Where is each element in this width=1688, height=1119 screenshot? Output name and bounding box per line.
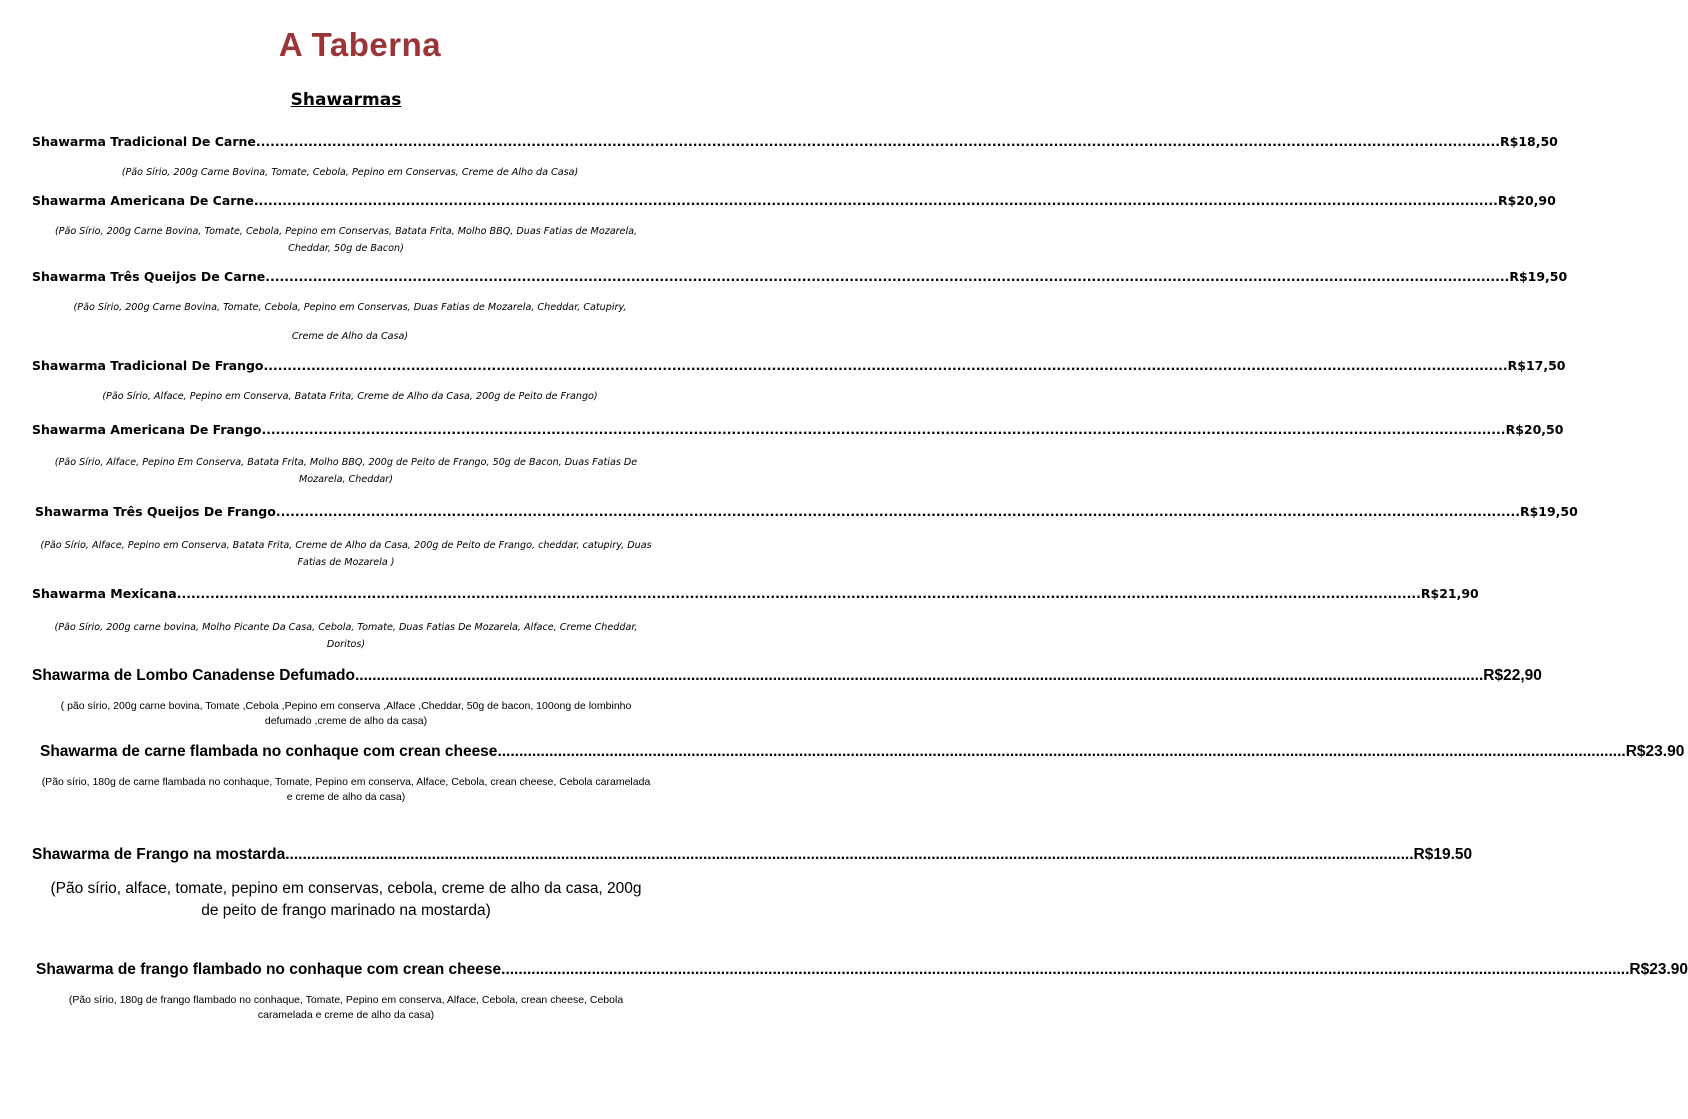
dot-leader: ...................................................................................................................................................................................................................................................................... [261,422,1506,437]
item-name: Shawarma Tradicional De Carne [32,134,256,149]
item-name: Shawarma Tradicional De Frango [32,358,264,373]
item-description: (Pão Sírio, Alface, Pepino em Conserva, Batata Frita, Creme de Alho da Casa, 200g de Peito de Frango, cheddar, catupiry, Duas Fatias de Mozarela ) [40,540,652,568]
item-price: R$21,90 [1420,586,1479,601]
dot-leader: ...................................................................................................................................................................................................................................................................... [497,743,1626,760]
item-price: R$19.50 [1413,846,1473,863]
item-name: Shawarma de carne flambada no conhaque com crean cheese [40,743,498,760]
item-description: (Pão Sírio, 200g Carne Bovina, Tomate, Cebola, Pepino em Conservas, Creme de Alho da Casa) [121,167,579,178]
item-price: R$23.90 [1625,743,1685,760]
menu-item-americana-frango [32,422,1564,437]
item-description: ( pão sírio, 200g carne bovina, Tomate ,Cebola ,Pepino em conserva ,Alface ,Cheddar, 50g de bacon, 100ong de lombinho defumado ,creme de alho da casa) [60,700,632,727]
dot-leader: ...................................................................................................................................................................................................................................................................... [176,586,1421,601]
item-name: Shawarma Mexicana [32,586,177,601]
item-description: (Pão Sírio, 200g carne bovina, Molho Picante Da Casa, Cebola, Tomate, Duas Fatias De Mozarela, Alface, Creme Cheddar, Doritos) [54,622,638,650]
dot-leader: ...................................................................................................................................................................................................................................................................... [255,134,1501,149]
item-description: (Pão sírio, 180g de frango flambado no conhaque, Tomate, Pepino em conserva, Alface, Cebola, crean cheese, Cebola caramelada e creme de alho da casa) [68,994,624,1021]
item-description: (Pão sírio, 180g de carne flambada no conhaque, Tomate, Pepino em conserva, Alface, Cebola, crean cheese, Cebola caramelada e creme de alho da casa) [41,776,651,803]
dot-leader: ...................................................................................................................................................................................................................................................................... [275,504,1520,519]
item-name: Shawarma Americana De Carne [32,193,254,208]
item-name: Shawarma Americana De Frango [32,422,262,437]
item-name: Shawarma Três Queijos De Carne [32,269,266,284]
menu-item-frango-flambado [36,961,1688,979]
menu-item-carne-flambada [40,743,1685,761]
dot-leader: ...................................................................................................................................................................................................................................................................... [501,961,1630,978]
menu-item-tradicional-carne [32,134,1558,149]
item-price: R$18,50 [1500,134,1558,149]
item-description: (Pão Sírio, Alface, Pepino em Conserva, Batata Frita, Creme de Alho da Casa, 200g de Peito de Frango) [102,391,598,402]
menu-item-mexicana [32,586,1479,601]
dot-leader: ...................................................................................................................................................................................................................................................................... [355,667,1484,684]
dot-leader: ...................................................................................................................................................................................................................................................................... [263,358,1508,373]
item-name: Shawarma de Frango na mostarda [32,846,286,863]
item-description-line-1: (Pão Sírio, 200g Carne Bovina, Tomate, Cebola, Pepino em Conservas, Duas Fatias de Mozarela, Cheddar, Catupiry, [73,302,627,313]
item-description: (Pão Sírio, 200g Carne Bovina, Tomate, Cebola, Pepino em Conservas, Batata Frita, Molho BBQ, Duas Fatias de Mozarela, Cheddar, 50g de Bacon) [54,226,638,254]
item-description: (Pão sírio, alface, tomate, pepino em conservas, cebola, creme de alho da casa, 200g de peito de frango marinado na mostarda) [50,880,642,919]
menu-item-tradicional-frango [32,358,1566,373]
dot-leader: ...................................................................................................................................................................................................................................................................... [285,846,1414,863]
item-price: R$23.90 [1629,961,1688,978]
item-price: R$20,90 [1497,193,1556,208]
dot-leader: ...................................................................................................................................................................................................................................................................... [265,269,1510,284]
menu-item-americana-carne [32,193,1556,208]
item-name: Shawarma de frango flambado no conhaque com crean cheese [36,961,502,978]
menu-item-tres-queijos-frango [35,504,1578,519]
item-price: R$19,50 [1509,269,1568,284]
menu-item-tres-queijos-carne [32,269,1568,284]
item-description-line-2: Creme de Alho da Casa) [291,331,409,342]
item-price: R$17,50 [1507,358,1566,373]
item-price: R$22,90 [1483,667,1542,684]
menu-item-lombo-canadense [32,667,1542,685]
item-name: Shawarma Três Queijos De Frango [35,504,276,519]
item-price: R$20,50 [1505,422,1564,437]
menu-item-frango-mostarda [32,846,1473,864]
restaurant-name: A Taberna [278,26,442,63]
item-description: (Pão Sírio, Alface, Pepino Em Conserva, Batata Frita, Molho BBQ, 200g de Peito de Frango, 50g de Bacon, Duas Fatias De Mozarela, Cheddar) [54,457,638,485]
dot-leader: ...................................................................................................................................................................................................................................................................... [253,193,1498,208]
item-price: R$19,50 [1519,504,1578,519]
section-title: Shawarmas [290,90,402,110]
item-name: Shawarma de Lombo Canadense Defumado [32,667,355,684]
